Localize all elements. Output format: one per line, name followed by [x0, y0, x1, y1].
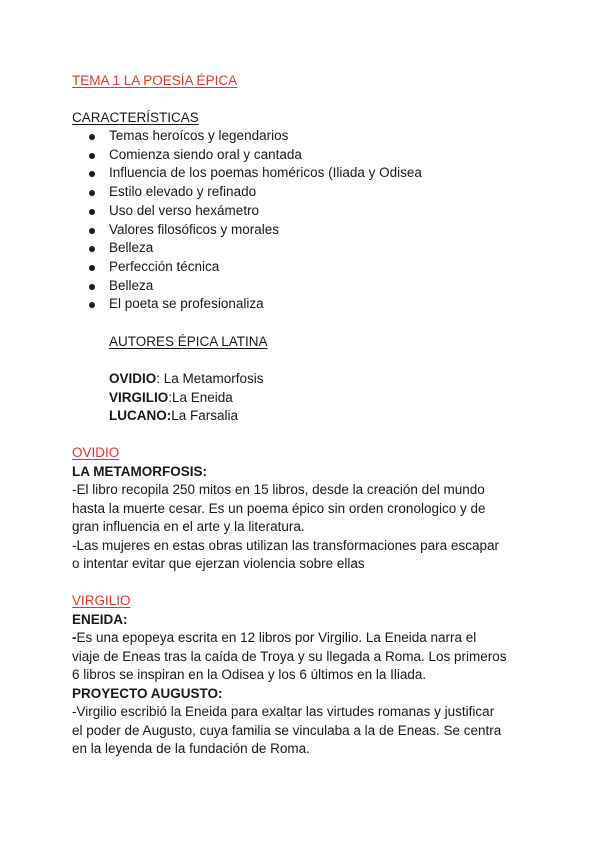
page-title: TEMA 1 LA POESÍA ÉPICA [72, 73, 238, 88]
list-item: Perfección técnica [72, 258, 422, 277]
paragraph-line: el poder de Augusto, cuya familia se vinculaba a la de Eneas. Se centra [72, 723, 502, 738]
paragraph-line: -Es una epopeya escrita en 12 libros por Virgilio. La Eneida narra el [72, 630, 477, 645]
bullet-icon [89, 209, 95, 215]
autor-line [109, 389, 233, 407]
autor-line [109, 407, 238, 425]
paragraph-line: viaje de Eneas tras la caída de Troya y su llegada a Roma. Los primeros [72, 649, 507, 664]
list-item: Uso del verso hexámetro [72, 202, 422, 221]
list-item: El poeta se profesionaliza [72, 295, 422, 314]
list-item: Belleza [72, 239, 422, 258]
autores-heading: AUTORES ÉPICA LATINA [109, 334, 268, 349]
proyecto-augusto-subheading: PROYECTO AUGUSTO: [72, 686, 223, 701]
paragraph-line: -Virgilio escribió la Eneida para exaltar las virtudes romanas y justificar [72, 704, 495, 719]
autor-line [109, 370, 264, 388]
bullet-icon [89, 190, 95, 196]
list-item: Influencia de los poemas homéricos (Iliada y Odisea [72, 164, 422, 183]
caracteristicas-heading: CARACTERÍSTICAS [72, 110, 199, 125]
caracteristicas-list [72, 127, 422, 314]
autor-name: LUCANO: [109, 408, 172, 423]
list-item: Comienza siendo oral y cantada [72, 146, 422, 165]
autor-work: : La Metamorfosis [156, 371, 264, 386]
bullet-icon [89, 171, 95, 177]
bullet-icon [89, 302, 95, 308]
paragraph-line: en la leyenda de la fundación de Roma. [72, 741, 310, 756]
list-item: Belleza [72, 277, 422, 296]
autor-work: :La Eneida [168, 390, 233, 405]
list-item: Estilo elevado y refinado [72, 183, 422, 202]
list-item: Temas heroícos y legendarios [72, 127, 422, 146]
paragraph-line: o intentar evitar que ejerzan violencia sobre ellas [72, 556, 365, 571]
bullet-icon [89, 134, 95, 140]
bullet-icon [89, 265, 95, 271]
virgilio-heading: VIRGILIO [72, 593, 131, 608]
paragraph-line: gran influencia en el arte y la literatura. [72, 519, 305, 534]
eneida-subheading: ENEIDA: [72, 612, 128, 627]
paragraph-line: 6 libros se inspiran en la Odisea y los 6 últimos en la Iliada. [72, 667, 427, 682]
paragraph-line: hasta la muerte cesar. Es un poema épico sin orden cronologico y de [72, 501, 486, 516]
list-item: Valores filosóficos y morales [72, 221, 422, 240]
autor-name: VIRGILIO [109, 390, 169, 405]
bullet-icon [89, 246, 95, 252]
autor-name: OVIDIO [109, 371, 157, 386]
ovidio-heading: OVIDIO [72, 445, 120, 460]
bullet-icon [89, 153, 95, 159]
autor-work: La Farsalia [171, 408, 239, 423]
paragraph-line: -Las mujeres en estas obras utilizan las transformaciones para escapar [72, 538, 499, 553]
metamorfosis-subheading: LA METAMORFOSIS: [72, 464, 207, 479]
dash-mark: - [72, 630, 77, 645]
paragraph-line: -El libro recopila 250 mitos en 15 libros, desde la creación del mundo [72, 482, 485, 497]
bullet-icon [89, 284, 95, 290]
bullet-icon [89, 228, 95, 234]
